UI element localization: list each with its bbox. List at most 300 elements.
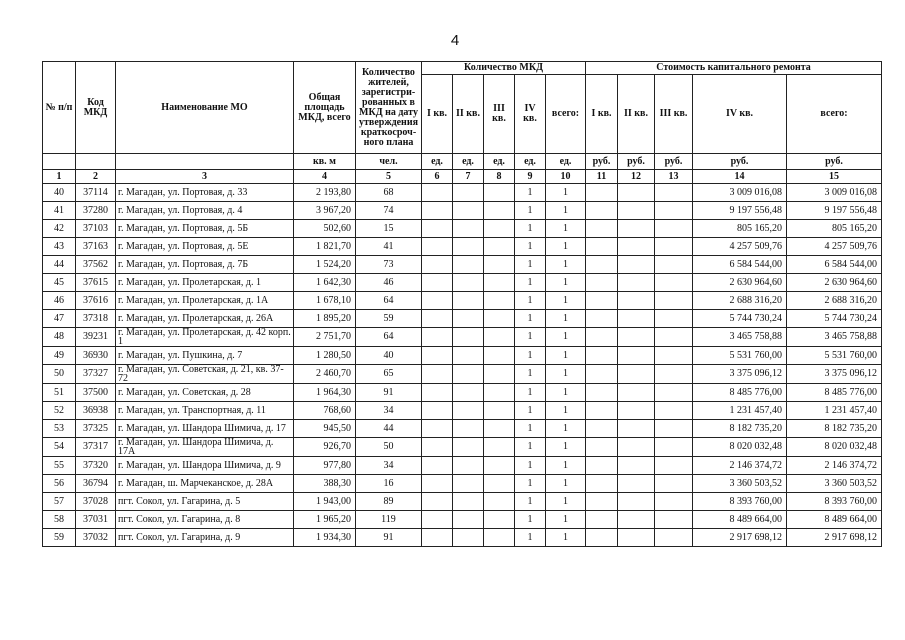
- cell-name: г. Магадан, ул. Шандора Шимича, д. 17: [116, 420, 294, 438]
- cell-q2: [453, 365, 484, 384]
- cell-cost-total: 8 393 760,00: [787, 493, 882, 511]
- header-mkd-count: Количество МКД: [422, 62, 586, 75]
- page-number: 4: [450, 32, 460, 49]
- column-number: 15: [787, 170, 882, 184]
- cell-cost-q4: 5 744 730,24: [693, 310, 787, 328]
- cell-cost-q2: [618, 274, 655, 292]
- header-q4: IV кв.: [515, 75, 546, 154]
- cell-q4: 1: [515, 184, 546, 202]
- cell-code: 37327: [76, 365, 116, 384]
- cell-cost-total: 3 465 758,88: [787, 328, 882, 347]
- cell-cost-q4: 8 020 032,48: [693, 438, 787, 457]
- cell-name: г. Магадан, ул. Пушкина, д. 7: [116, 347, 294, 365]
- cell-q1: [422, 202, 453, 220]
- cell-cost-q2: [618, 511, 655, 529]
- cell-q4: 1: [515, 529, 546, 547]
- unit-cell: руб.: [787, 154, 882, 170]
- cell-cost-total: 1 231 457,40: [787, 402, 882, 420]
- cell-area: 1 280,50: [294, 347, 356, 365]
- cell-name: г. Магадан, ул. Транспортная, д. 11: [116, 402, 294, 420]
- cell-cost-total: 9 197 556,48: [787, 202, 882, 220]
- cell-total: 1: [546, 202, 586, 220]
- cell-cost-q3: [655, 402, 693, 420]
- cell-q1: [422, 220, 453, 238]
- cell-residents: 34: [356, 457, 422, 475]
- cell-cost-q3: [655, 384, 693, 402]
- cell-area: 1 821,70: [294, 238, 356, 256]
- cell-q2: [453, 384, 484, 402]
- cell-residents: 73: [356, 256, 422, 274]
- cell-cost-total: 5 531 760,00: [787, 347, 882, 365]
- cell-cost-q1: [586, 402, 618, 420]
- cell-total: 1: [546, 347, 586, 365]
- cell-num: 55: [43, 457, 76, 475]
- cell-num: 45: [43, 274, 76, 292]
- cell-q2: [453, 220, 484, 238]
- cell-q3: [484, 493, 515, 511]
- cell-num: 53: [43, 420, 76, 438]
- table-row: [43, 457, 882, 475]
- unit-cell: ед.: [453, 154, 484, 170]
- cell-q3: [484, 328, 515, 347]
- cell-code: 39231: [76, 328, 116, 347]
- cell-num: 41: [43, 202, 76, 220]
- cell-q1: [422, 493, 453, 511]
- repair-plan-table: [42, 61, 882, 547]
- cell-q4: 1: [515, 292, 546, 310]
- cell-cost-q3: [655, 238, 693, 256]
- cell-area: 1 943,00: [294, 493, 356, 511]
- cell-q1: [422, 511, 453, 529]
- cell-q1: [422, 292, 453, 310]
- cell-cost-q4: 6 584 544,00: [693, 256, 787, 274]
- cell-q1: [422, 438, 453, 457]
- unit-cell: кв. м: [294, 154, 356, 170]
- header-cost-q2: II кв.: [618, 75, 655, 154]
- column-number: 8: [484, 170, 515, 184]
- cell-cost-q1: [586, 256, 618, 274]
- cell-cost-q2: [618, 256, 655, 274]
- cell-q4: 1: [515, 202, 546, 220]
- cell-cost-q1: [586, 328, 618, 347]
- cell-q4: 1: [515, 274, 546, 292]
- cell-num: 40: [43, 184, 76, 202]
- column-numbers-row: [43, 170, 882, 184]
- cell-cost-q1: [586, 365, 618, 384]
- cell-cost-q3: [655, 365, 693, 384]
- cell-residents: 74: [356, 202, 422, 220]
- cell-num: 47: [43, 310, 76, 328]
- cell-cost-q2: [618, 529, 655, 547]
- cell-code: 37320: [76, 457, 116, 475]
- cell-cost-q2: [618, 347, 655, 365]
- cell-area: 1 642,30: [294, 274, 356, 292]
- cell-q4: 1: [515, 402, 546, 420]
- cell-cost-q2: [618, 438, 655, 457]
- cell-q2: [453, 511, 484, 529]
- table-row: [43, 438, 882, 457]
- cell-cost-q4: 8 489 664,00: [693, 511, 787, 529]
- cell-q3: [484, 384, 515, 402]
- cell-residents: 16: [356, 475, 422, 493]
- cell-residents: 41: [356, 238, 422, 256]
- cell-q4: 1: [515, 475, 546, 493]
- cell-cost-q3: [655, 347, 693, 365]
- cell-cost-q2: [618, 202, 655, 220]
- cell-q1: [422, 384, 453, 402]
- cell-cost-total: 805 165,20: [787, 220, 882, 238]
- cell-q3: [484, 438, 515, 457]
- cell-cost-q3: [655, 529, 693, 547]
- unit-cell: ед.: [422, 154, 453, 170]
- table-row: [43, 511, 882, 529]
- cell-num: 57: [43, 493, 76, 511]
- cell-cost-q1: [586, 529, 618, 547]
- cell-area: 1 895,20: [294, 310, 356, 328]
- unit-cell: руб.: [618, 154, 655, 170]
- cell-q1: [422, 402, 453, 420]
- cell-cost-q4: 2 917 698,12: [693, 529, 787, 547]
- cell-cost-q3: [655, 328, 693, 347]
- cell-cost-q3: [655, 292, 693, 310]
- cell-code: 37325: [76, 420, 116, 438]
- table-row: [43, 529, 882, 547]
- cell-area: 1 964,30: [294, 384, 356, 402]
- cell-residents: 65: [356, 365, 422, 384]
- unit-cell: ед.: [546, 154, 586, 170]
- column-number: 13: [655, 170, 693, 184]
- cell-cost-q4: 1 231 457,40: [693, 402, 787, 420]
- cell-residents: 64: [356, 292, 422, 310]
- table-row: [43, 220, 882, 238]
- cell-q4: 1: [515, 256, 546, 274]
- cell-num: 54: [43, 438, 76, 457]
- cell-q2: [453, 402, 484, 420]
- header-q2: II кв.: [453, 75, 484, 154]
- cell-cost-q2: [618, 420, 655, 438]
- cell-residents: 68: [356, 184, 422, 202]
- cell-cost-q1: [586, 493, 618, 511]
- cell-total: 1: [546, 438, 586, 457]
- cell-name: г. Магадан, ул. Шандора Шимича, д. 9: [116, 457, 294, 475]
- cell-q2: [453, 292, 484, 310]
- table-row: [43, 384, 882, 402]
- cell-cost-total: 3 375 096,12: [787, 365, 882, 384]
- cell-code: 37163: [76, 238, 116, 256]
- cell-residents: 34: [356, 402, 422, 420]
- cell-cost-q4: 2 630 964,60: [693, 274, 787, 292]
- header-num: № п/п: [43, 62, 76, 154]
- cell-cost-q1: [586, 384, 618, 402]
- cell-q3: [484, 184, 515, 202]
- cell-cost-q2: [618, 493, 655, 511]
- cell-q3: [484, 457, 515, 475]
- cell-name: г. Магадан, ул. Пролетарская, д. 1А: [116, 292, 294, 310]
- cell-cost-q1: [586, 420, 618, 438]
- cell-q2: [453, 184, 484, 202]
- table-row: [43, 256, 882, 274]
- header-cost: Стоимость капитального ремонта: [586, 62, 882, 75]
- cell-cost-total: 2 146 374,72: [787, 457, 882, 475]
- cell-area: 768,60: [294, 402, 356, 420]
- cell-residents: 40: [356, 347, 422, 365]
- column-number: 14: [693, 170, 787, 184]
- cell-name: г. Магадан, ул. Советская, д. 28: [116, 384, 294, 402]
- cell-cost-q3: [655, 274, 693, 292]
- cell-cost-q2: [618, 475, 655, 493]
- cell-area: 1 524,20: [294, 256, 356, 274]
- header-code: Код МКД: [76, 62, 116, 154]
- cell-total: 1: [546, 274, 586, 292]
- cell-cost-q4: 8 182 735,20: [693, 420, 787, 438]
- cell-num: 46: [43, 292, 76, 310]
- cell-cost-q2: [618, 457, 655, 475]
- cell-area: 1 934,30: [294, 529, 356, 547]
- cell-code: 36938: [76, 402, 116, 420]
- cell-q4: 1: [515, 365, 546, 384]
- unit-cell: руб.: [655, 154, 693, 170]
- header-total: всего:: [546, 75, 586, 154]
- cell-name: г. Магадан, ул. Советская, д. 21, кв. 37-72: [116, 365, 294, 384]
- cell-total: 1: [546, 292, 586, 310]
- cell-q3: [484, 256, 515, 274]
- cell-cost-q1: [586, 220, 618, 238]
- cell-cost-q2: [618, 402, 655, 420]
- cell-name: пгт. Сокол, ул. Гагарина, д. 5: [116, 493, 294, 511]
- cell-q3: [484, 511, 515, 529]
- cell-cost-total: 8 020 032,48: [787, 438, 882, 457]
- cell-area: 945,50: [294, 420, 356, 438]
- cell-code: 37318: [76, 310, 116, 328]
- cell-name: г. Магадан, ул. Пролетарская, д. 1: [116, 274, 294, 292]
- table-row: [43, 475, 882, 493]
- cell-q4: 1: [515, 511, 546, 529]
- column-number: 7: [453, 170, 484, 184]
- cell-cost-q2: [618, 328, 655, 347]
- cell-cost-total: 6 584 544,00: [787, 256, 882, 274]
- cell-num: 42: [43, 220, 76, 238]
- cell-q2: [453, 256, 484, 274]
- cell-q1: [422, 475, 453, 493]
- cell-q3: [484, 310, 515, 328]
- cell-name: г. Магадан, ул. Пролетарская, д. 26А: [116, 310, 294, 328]
- header-name: Наименование МО: [116, 62, 294, 154]
- cell-cost-q1: [586, 310, 618, 328]
- table-row: [43, 202, 882, 220]
- cell-cost-q1: [586, 347, 618, 365]
- cell-q1: [422, 420, 453, 438]
- cell-total: 1: [546, 184, 586, 202]
- cell-q2: [453, 475, 484, 493]
- cell-cost-q4: 3 465 758,88: [693, 328, 787, 347]
- cell-num: 43: [43, 238, 76, 256]
- cell-q2: [453, 420, 484, 438]
- cell-cost-q3: [655, 511, 693, 529]
- cell-cost-q4: 3 009 016,08: [693, 184, 787, 202]
- cell-cost-q3: [655, 457, 693, 475]
- cell-q4: 1: [515, 347, 546, 365]
- cell-area: 1 965,20: [294, 511, 356, 529]
- cell-num: 44: [43, 256, 76, 274]
- header-cost-q4: IV кв.: [693, 75, 787, 154]
- header-residents: Количество жителей, зарегистри-рованных в МКД на дату утверждения краткосроч-ного плана: [356, 62, 422, 154]
- cell-q1: [422, 365, 453, 384]
- cell-cost-q3: [655, 475, 693, 493]
- cell-code: 37562: [76, 256, 116, 274]
- cell-cost-q1: [586, 184, 618, 202]
- cell-num: 52: [43, 402, 76, 420]
- cell-name: г. Магадан, ул. Шандора Шимича, д. 17А: [116, 438, 294, 457]
- cell-cost-q3: [655, 420, 693, 438]
- cell-code: 37616: [76, 292, 116, 310]
- cell-name: г. Магадан, ул. Пролетарская, д. 42 корп. 1: [116, 328, 294, 347]
- cell-total: 1: [546, 420, 586, 438]
- cell-name: г. Магадан, ул. Портовая, д. 5Е: [116, 238, 294, 256]
- cell-q2: [453, 238, 484, 256]
- cell-cost-total: 8 489 664,00: [787, 511, 882, 529]
- cell-code: 36794: [76, 475, 116, 493]
- cell-q4: 1: [515, 238, 546, 256]
- cell-q2: [453, 310, 484, 328]
- cell-code: 37500: [76, 384, 116, 402]
- cell-cost-q2: [618, 310, 655, 328]
- cell-residents: 119: [356, 511, 422, 529]
- cell-name: г. Магадан, ул. Портовая, д. 7Б: [116, 256, 294, 274]
- cell-cost-q3: [655, 493, 693, 511]
- cell-cost-q2: [618, 365, 655, 384]
- table-row: [43, 310, 882, 328]
- cell-name: г. Магадан, ул. Портовая, д. 4: [116, 202, 294, 220]
- cell-residents: 15: [356, 220, 422, 238]
- cell-num: 56: [43, 475, 76, 493]
- cell-name: пгт. Сокол, ул. Гагарина, д. 8: [116, 511, 294, 529]
- cell-q3: [484, 475, 515, 493]
- cell-residents: 91: [356, 384, 422, 402]
- cell-num: 50: [43, 365, 76, 384]
- cell-num: 49: [43, 347, 76, 365]
- cell-cost-q4: 8 393 760,00: [693, 493, 787, 511]
- cell-q1: [422, 274, 453, 292]
- cell-q3: [484, 292, 515, 310]
- cell-q1: [422, 238, 453, 256]
- cell-cost-q1: [586, 292, 618, 310]
- cell-cost-q4: 8 485 776,00: [693, 384, 787, 402]
- cell-residents: 59: [356, 310, 422, 328]
- cell-cost-q1: [586, 457, 618, 475]
- cell-cost-q2: [618, 292, 655, 310]
- header-cost-total: всего:: [787, 75, 882, 154]
- column-number: 12: [618, 170, 655, 184]
- column-number: 3: [116, 170, 294, 184]
- cell-cost-q2: [618, 238, 655, 256]
- cell-area: 3 967,20: [294, 202, 356, 220]
- cell-cost-q2: [618, 384, 655, 402]
- cell-total: 1: [546, 493, 586, 511]
- cell-cost-total: 8 182 735,20: [787, 420, 882, 438]
- cell-cost-total: 2 630 964,60: [787, 274, 882, 292]
- cell-total: 1: [546, 402, 586, 420]
- table-row: [43, 292, 882, 310]
- cell-area: 977,80: [294, 457, 356, 475]
- cell-residents: 50: [356, 438, 422, 457]
- cell-q1: [422, 529, 453, 547]
- cell-q2: [453, 529, 484, 547]
- header-area: Общая площадь МКД, всего: [294, 62, 356, 154]
- cell-q2: [453, 202, 484, 220]
- column-number: 1: [43, 170, 76, 184]
- cell-cost-q3: [655, 220, 693, 238]
- cell-total: 1: [546, 365, 586, 384]
- cell-residents: 46: [356, 274, 422, 292]
- cell-area: 926,70: [294, 438, 356, 457]
- cell-residents: 44: [356, 420, 422, 438]
- cell-cost-q2: [618, 220, 655, 238]
- cell-cost-q4: 3 360 503,52: [693, 475, 787, 493]
- table-body: [43, 184, 882, 547]
- cell-q2: [453, 347, 484, 365]
- table-row: [43, 274, 882, 292]
- cell-cost-q4: 9 197 556,48: [693, 202, 787, 220]
- cell-q1: [422, 328, 453, 347]
- cell-cost-q4: 4 257 509,76: [693, 238, 787, 256]
- cell-cost-q2: [618, 184, 655, 202]
- column-number: 10: [546, 170, 586, 184]
- cell-q4: 1: [515, 310, 546, 328]
- unit-cell: руб.: [693, 154, 787, 170]
- cell-cost-total: 5 744 730,24: [787, 310, 882, 328]
- column-number: 2: [76, 170, 116, 184]
- cell-total: 1: [546, 220, 586, 238]
- cell-code: 36930: [76, 347, 116, 365]
- unit-cell: чел.: [356, 154, 422, 170]
- cell-code: 37317: [76, 438, 116, 457]
- table-row: [43, 493, 882, 511]
- unit-cell: руб.: [586, 154, 618, 170]
- cell-q2: [453, 438, 484, 457]
- cell-num: 58: [43, 511, 76, 529]
- cell-total: 1: [546, 384, 586, 402]
- cell-code: 37103: [76, 220, 116, 238]
- cell-residents: 64: [356, 328, 422, 347]
- cell-name: пгт. Сокол, ул. Гагарина, д. 9: [116, 529, 294, 547]
- cell-q3: [484, 274, 515, 292]
- unit-cell: ед.: [515, 154, 546, 170]
- cell-q4: 1: [515, 457, 546, 475]
- cell-num: 51: [43, 384, 76, 402]
- cell-cost-q4: 2 146 374,72: [693, 457, 787, 475]
- header-q1: I кв.: [422, 75, 453, 154]
- cell-cost-q4: 3 375 096,12: [693, 365, 787, 384]
- table-row: [43, 238, 882, 256]
- units-row: [43, 154, 882, 170]
- cell-code: 37280: [76, 202, 116, 220]
- table-row: [43, 420, 882, 438]
- cell-cost-q3: [655, 256, 693, 274]
- cell-total: 1: [546, 238, 586, 256]
- cell-cost-q3: [655, 438, 693, 457]
- header-cost-q3: III кв.: [655, 75, 693, 154]
- cell-q1: [422, 457, 453, 475]
- cell-q4: 1: [515, 384, 546, 402]
- cell-cost-total: 8 485 776,00: [787, 384, 882, 402]
- cell-residents: 89: [356, 493, 422, 511]
- cell-total: 1: [546, 529, 586, 547]
- cell-q4: 1: [515, 220, 546, 238]
- cell-code: 37028: [76, 493, 116, 511]
- cell-q2: [453, 328, 484, 347]
- cell-cost-q3: [655, 310, 693, 328]
- cell-q3: [484, 347, 515, 365]
